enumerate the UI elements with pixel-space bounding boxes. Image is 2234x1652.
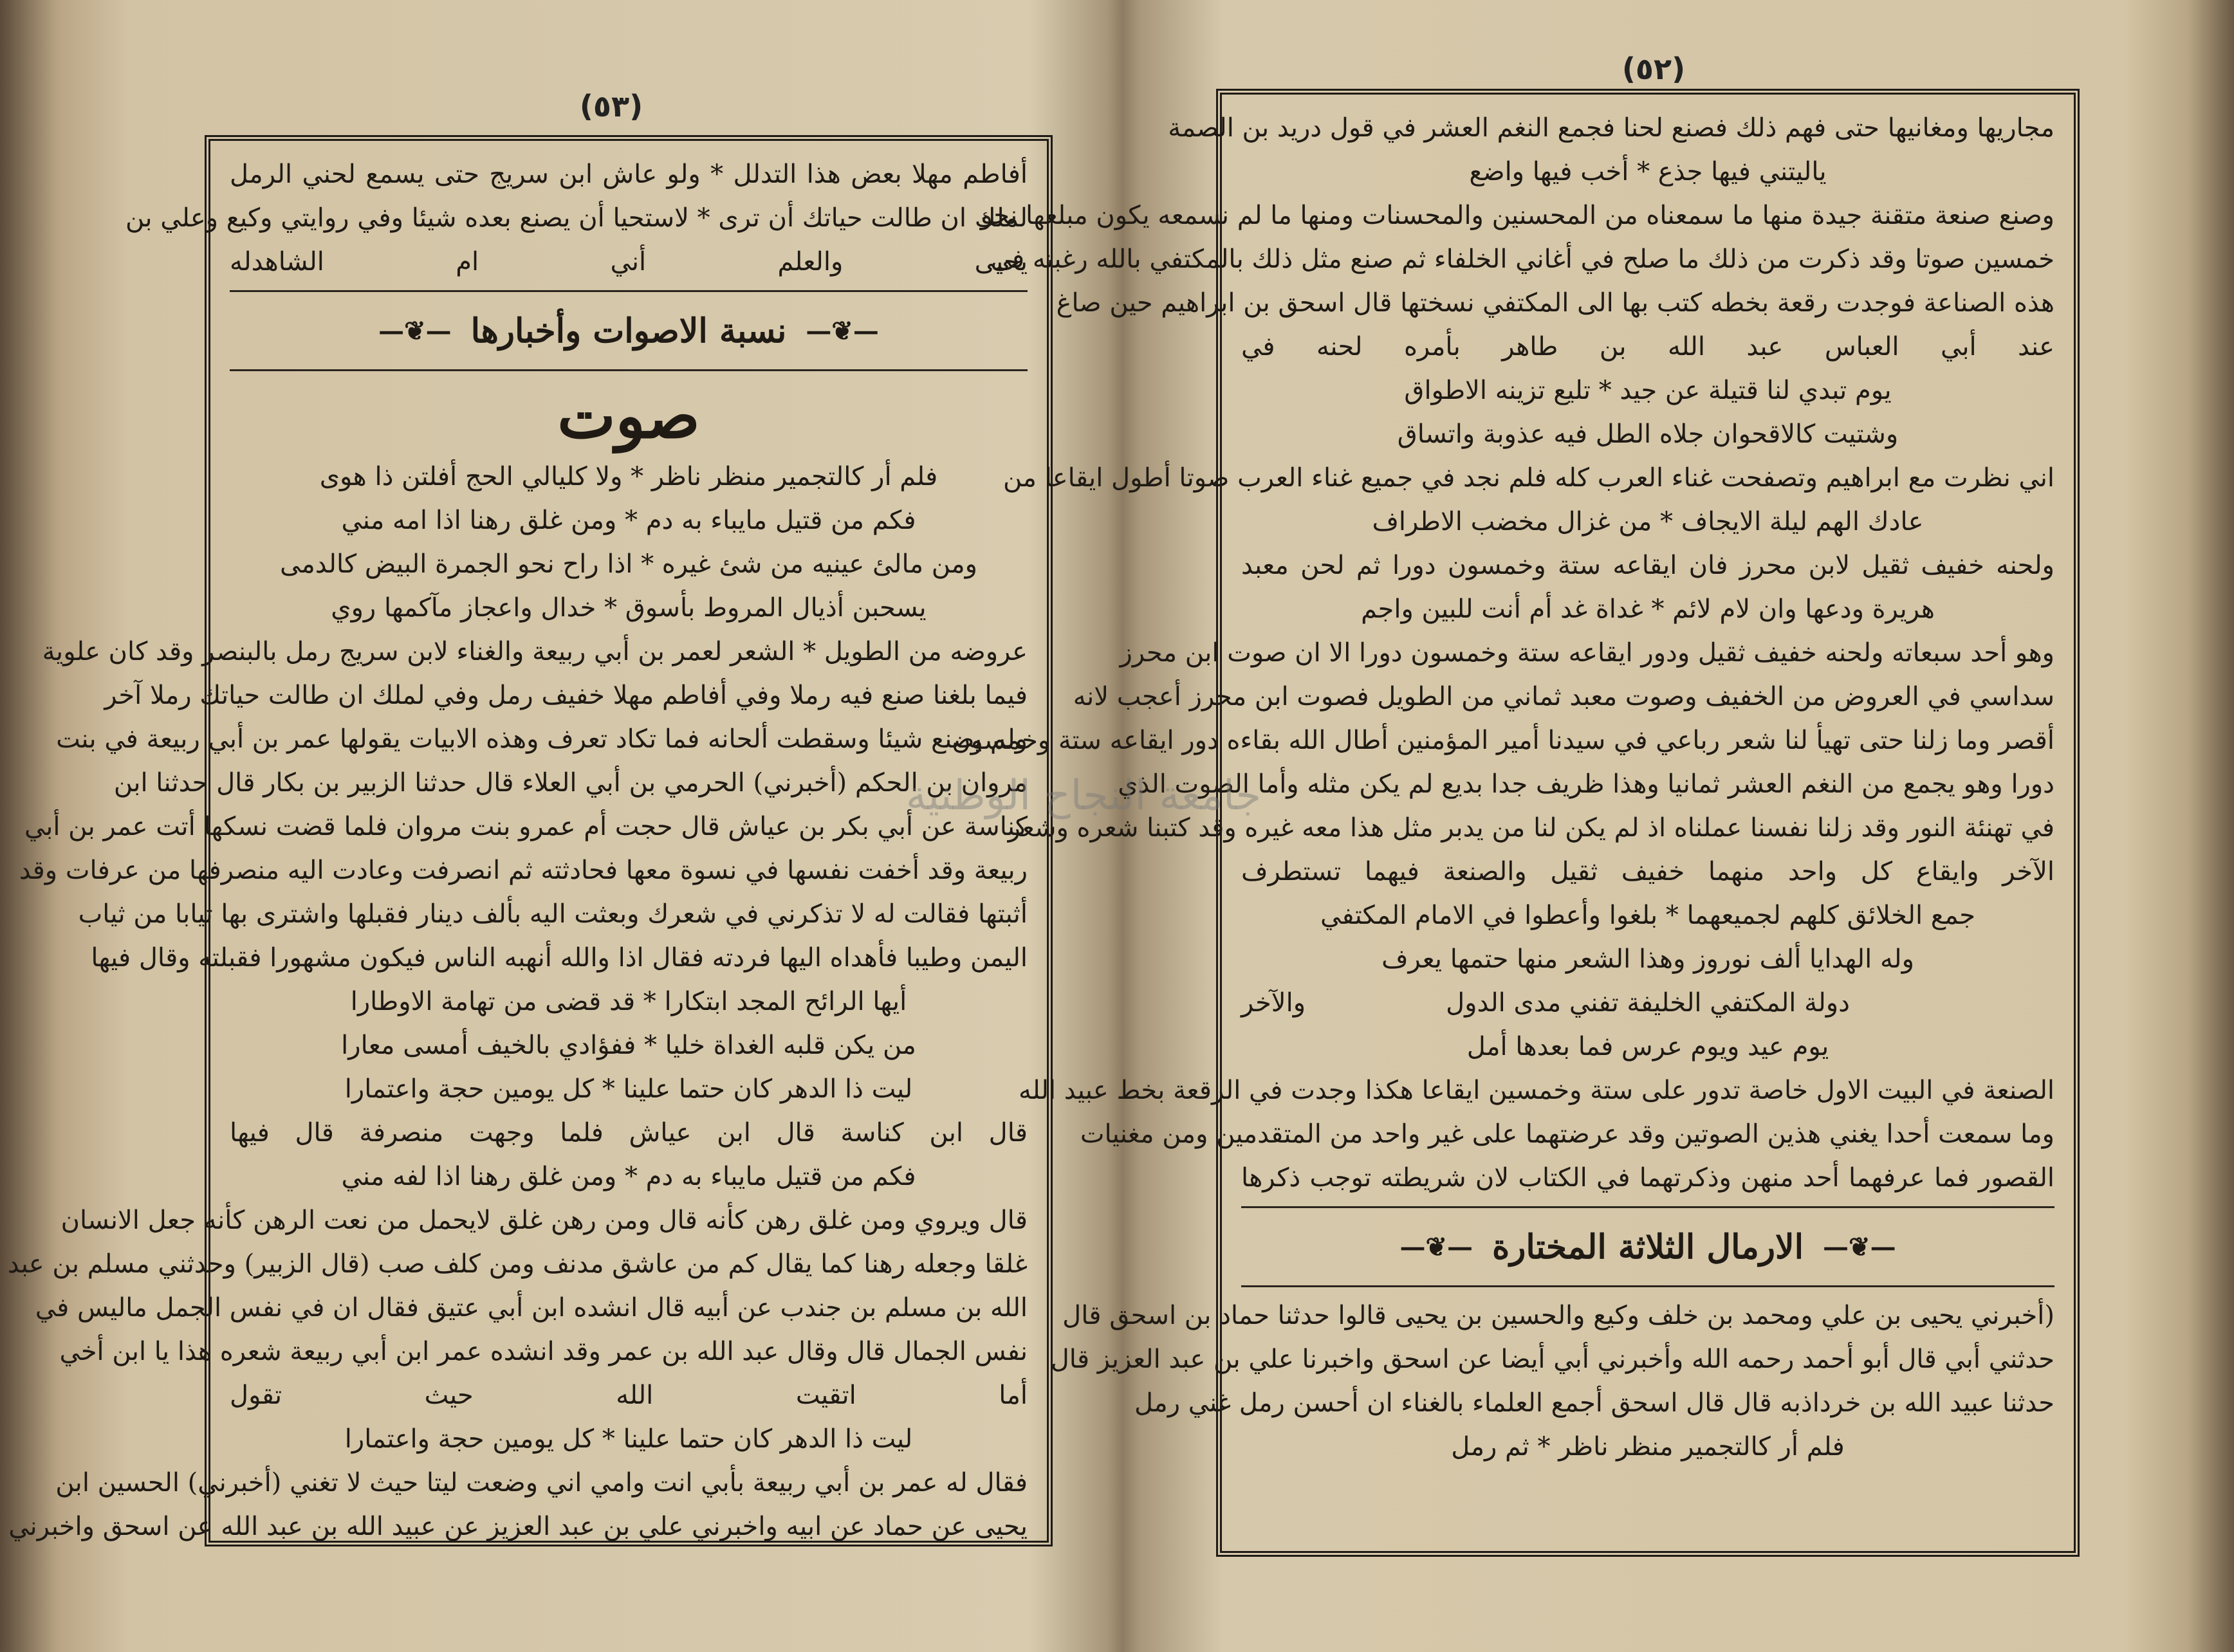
text-line: في تهنئة النور وقد زلنا نفسنا عملناه اذ لم يكن لنا من يدبر مثل هذا معه غيره وقد كتبنا شعره وشعر bbox=[1008, 813, 2054, 843]
left-page-number: (٥٣) bbox=[579, 89, 643, 124]
text-line: وصنع صنعة متقنة جيدة منها ما سمعناه من المحسنين والمحسنات ومنها ما لم نسمعه يكون مبلغها نحو bbox=[980, 201, 2054, 230]
text-line: حدثني أبي قال أبو أحمد رحمه الله وأخبرني أبي أيضا عن اسحق واخبرنا علي بن عبد العزيز قال bbox=[1050, 1345, 2054, 1374]
text-line: سداسي في العروض من الخفيف وصوت معبد ثماني من الطويل فصوت ابن محرز أعجب لانه bbox=[1073, 682, 2054, 711]
heading-text: نسبة الاصوات وأخبارها bbox=[470, 311, 787, 351]
text-line: غلقا وجعله رهنا كما يقال كم من عاشق مدنف ومن كلف صب (قال الزبير) وحدثني مسلم بن عبد bbox=[7, 1249, 1028, 1279]
text-line: أفاطم مهلا بعض هذا التدلل * ولو عاش ابن سريج حتى يسمع لحني الرمل bbox=[230, 160, 1028, 189]
section-heading bbox=[230, 290, 1028, 371]
text-line: دورا وهو يجمع من النغم العشر ثمانيا وهذا ظريف جدا بديع لم يكن مثله وأما الصوت الذي bbox=[1118, 769, 2054, 799]
text-line: مروان بن الحكم (أخبرني) الحرمي بن أبي العلاء قال حدثنا الزبير بن بكار قال حدثنا ابن bbox=[113, 768, 1028, 798]
text-line: لملك ان طالت حياتك أن ترى * لاستحيا أن يصنع بعده شيئا وفي روايتي وكيع وعلي بن bbox=[125, 203, 1028, 233]
verse-line: ومن مالئ عينيه من شئ غيره * اذا راح نحو الجمرة البيض كالدمى bbox=[280, 549, 977, 579]
text-line: حدثنا عبيد الله بن خرداذبه قال قال اسحق أجمع العلماء بالغناء ان أحسن رمل غني رمل bbox=[1134, 1388, 2054, 1418]
section-heading bbox=[1241, 1206, 2054, 1287]
text-line: عند أبي العباس عبد الله بن طاهر بأمره لحنه في bbox=[1241, 332, 2054, 362]
left-page-frame bbox=[7, 135, 1053, 1546]
text-line: كناسة عن أبي بكر بن عياش قال حجت أم عمرو بنت مروان فلما قضت نسكها أتت عمر بن أبي bbox=[24, 812, 1028, 841]
verse-line: فكم من قتيل مايباء به دم * ومن غلق رهنا اذا امه مني bbox=[341, 506, 916, 535]
text-line: أثبتها فقالت له لا تذكرني في شعرك وبعثت اليه بألف دينار فقبلها واشترى بها ثيابا من ثياب bbox=[78, 899, 1028, 929]
text-line: ولحنه خفيف ثقيل لابن محرز فان ايقاعه ستة وخمسون دورا ثم لحن معبد bbox=[1241, 551, 2054, 580]
verse-line: فلم أر كالتجمير منظر ناظر * ولا كليالي الحج أفلتن ذا هوى bbox=[319, 462, 938, 491]
text-line: هذه الصناعة فوجدت رقعة بخطه كتب بها الى المكتفي نسختها قال اسحق بن ابراهيم حين صاغ bbox=[1056, 288, 2054, 318]
text-line: قال ابن كناسة قال ابن عياش فلما وجهت منصرفة قال فيها bbox=[230, 1118, 1028, 1148]
verse-line: عادك الهم ليلة الايجاف * من غزال مخضب الاطراف bbox=[1372, 507, 1924, 537]
sawt-title: صوت bbox=[557, 380, 700, 452]
text-line: فقال له عمر بن أبي ربيعة بأبي انت وامي اني وضعت ليتا حيث لا تغني (أخبرني) الحسين ابن bbox=[55, 1468, 1028, 1498]
watermark-text: جامعة النجاح الوطنية bbox=[905, 772, 1261, 820]
heading-ornament-icon: —❦— bbox=[1823, 1231, 1896, 1262]
verse-line: هريرة ودعها وان لام لائم * غداة غد أم أنت للبين واجم bbox=[1361, 594, 1935, 624]
text-line: وهو أحد سبعاته ولحنه خفيف ثقيل ودور ايقاعه ستة وخمسون دورا الا ان صوت ابن محرز bbox=[1120, 638, 2054, 668]
text-line: نفس الجمال قال وقال عبد الله بن عمر وقد انشده عمر ابن أبي ربيعة شعره هذا يا ابن أخي bbox=[59, 1337, 1028, 1366]
text-line: مجاريها ومغانيها حتى فهم ذلك فصنع لحنا فجمع النغم العشر في قول دريد بن الصمة bbox=[1168, 113, 2054, 143]
text-line: يحيى عن حماد عن ابيه واخبرني علي بن عبد العزيز عن عبيد الله بن عبد الله عن اسحق واخبرني bbox=[8, 1512, 1028, 1541]
verse-line: يسحبن أذيال المروط بأسوق * خدال واعجاز مآكمها روي bbox=[331, 593, 927, 623]
verse-line: وشتيت كالاقحوان جلاه الطل فيه عذوبة واتساق bbox=[1397, 419, 1899, 449]
text-line: اليمن وطيبا فأهداه اليها فردته فقال اذا والله أنهبه الناس فيكون مشهورا فقبلته وقال فيها bbox=[91, 943, 1028, 973]
heading-ornament-icon: —❦— bbox=[378, 315, 452, 346]
text-line: (أخبرني يحيى بن علي ومحمد بن خلف وكيع والحسين بن يحيى قالوا حدثنا حماد بن اسحق قال bbox=[1062, 1301, 2054, 1330]
verse-line: جمع الخلائق كلهم لجميعهما * بلغوا وأعطوا في الامام المكتفي bbox=[1320, 901, 1975, 930]
text-line: فيما بلغنا صنع فيه رملا وفي أفاطم مهلا خفيف رمل وفي لملك ان طالت حياتك رملا آخر bbox=[104, 681, 1028, 710]
text-line: قال ويروي ومن غلق رهن كأنه قال ومن رهن غلق لايحمل من نعت الرهن كأنه جعل الانسان bbox=[60, 1206, 1028, 1235]
text-line: ربيعة وقد أخفت نفسها في نسوة معها فحادثته ثم انصرفت وعادت اليه منصرفها من عرفات وقد bbox=[19, 856, 1028, 885]
text-line: القصور فما عرفهما أحد منهن وذكرتهما في الكتاب لان شريطته توجب ذكرها bbox=[1241, 1163, 2054, 1193]
verse-line: ياليتني فيها جذع * أخب فيها واضع bbox=[1469, 157, 1827, 187]
heading-text: الارمال الثلاثة المختارة bbox=[1491, 1227, 1804, 1267]
verse-line: وله الهدايا ألف نوروز وهذا الشعر منها حتمها يعرف bbox=[1381, 944, 1914, 974]
text-line: وما سمعت أحدا يغني هذين الصوتين وقد عرضتهما على غير واحد من المتقدمين ومن مغنيات bbox=[1080, 1119, 2054, 1149]
right-page-number: (٥٢) bbox=[1621, 51, 1686, 86]
verse-line: من يكن قلبه الغداة خليا * ففؤادي بالخيف أمسى معارا bbox=[341, 1031, 916, 1060]
heading-ornament-icon: —❦— bbox=[1399, 1231, 1473, 1262]
verse-line: يوم تبدي لنا قتيلة عن جيد * تليع تزينه الاطواق bbox=[1404, 376, 1892, 405]
text-line: عروضه من الطويل * الشعر لعمر بن أبي ربيعة والغناء لابن سريج رمل بالبنصر وقد كان علوية bbox=[42, 637, 1028, 666]
left-page-text bbox=[7, 152, 1028, 1541]
verse-line: يوم عيد ويوم عرس فما بعدها أمل bbox=[1466, 1032, 1829, 1061]
verse-line: ليت ذا الدهر كان حتما علينا * كل يومين حجة واعتمارا bbox=[344, 1424, 913, 1454]
verse-line: فكم من قتيل مايباء به دم * ومن غلق رهنا اذا لفه مني bbox=[341, 1162, 916, 1191]
text-line: ولم يصنع شيئا وسقطت ألحانه فما تكاد تعرف وهذه الابيات يقولها عمر بن أبي ربيعة في بنت bbox=[56, 724, 1028, 754]
verse-line: دولة المكتفي الخليفة تفني مدى الدول bbox=[1446, 988, 1850, 1018]
text-line: خمسين صوتا وقد ذكرت من ذلك ما صلح في أغاني الخلفاء ثم صنع مثل ذلك بالمكتفي بالله رغبته في bbox=[990, 244, 2054, 274]
text-line: الآخر وايقاع كل واحد منهما خفيف ثقيل والصنعة فيهما تستطرف bbox=[1241, 857, 2054, 886]
heading-ornament-icon: —❦— bbox=[806, 315, 879, 346]
right-page-text: مجاريها ومغانيها حتى فهم ذلك فصنع لحنا فجمع النغم العشر في قول دريد بن الصمة ياليتني فيها جذع * أخب فيها واضع وصنع صنعة متقنة جيدة منها ما سمعناه من المحسنين والمحسنات ومنها ما لم نسمعه يكون مبلغها نحو خمسين صوتا وقد ذكرت من ذلك ما صلح في أغاني الخلفاء ثم صنع مثل ذلك بالمكتفي بالله رغبته في هذه الصناعة فوجدت رقعة بخطه كتب بها الى المكتفي نسختها قال اسحق بن ابراهيم حين صاغ عند أبي العباس عبد الله بن طاهر بأمره لحنه في يوم تبدي لنا قتيلة عن جيد * تليع تزينه الاطواق وشتيت كالاقحوان جلاه الطل فيه عذوبة واتساق اني نظرت مع ابراهيم وتصفحت غناء العرب كله فلم نجد في جميع غناء العرب صوتا أطول ايقاعا من عادك الهم ليلة الايجاف * من غزال مخضب الاطراف ولحنه خفيف ثقيل لابن محرز فان ايقاعه ستة وخمسون دورا ثم لحن معبد هريرة ودعها وان لام لائم * غداة غد أم أنت للبين واجم وهو أحد سبعاته ولحنه خفيف ثقيل ودور ايقاعه ستة وخمسون دورا الا ان صوت ابن محرز سداسي في العروض من الخفيف وصوت معبد ثماني من الطويل فصوت ابن محرز أعجب لانه أقصر وما زلنا حتى تهيأ لنا شعر رباعي في سيدنا أمير المؤمنين أطال الله بقاءه دور ايقاعه ستة وخمسون دورا وهو يجمع من النغم العشر ثمانيا وهذا ظريف جدا بديع لم يكن مثله وأما الصوت الذي في تهنئة النور وقد زلنا نفسنا عملناه اذ لم يكن لنا من يدبر مثل هذا معه غيره وقد كتبنا شعره وشعر الآخر وايقاع كل واحد منهما خفيف ثقيل والصنعة فيهما تستطرف جمع الخلائق كلهم لجميعهما * بلغوا وأعطوا في الامام المكتفي وله الهدايا ألف نوروز وهذا الشعر منها حتمها يعرف والآخر دولة المكتفي الخليفة تفني مدى الدول يوم عيد ويوم عرس فما بعدها أمل الصنعة في البيت الاول خاصة تدور على ستة وخمسين ايقاعا هكذا وجدت في الرقعة بخط عبيد الله وما سمعت أحدا يغني هذين الصوتين وقد عرضتهما على غير واحد من المتقدمين ومن مغنيات القصور فما عرفهما أحد منهن وذكرتهما في الكتاب لان شريطته توجب ذكرها —❦— الارمال الثلاثة المختارة —❦— (أخبرني يحيى بن علي ومحمد بن خلف وكيع والحسين بن يحيى قالوا حدثنا حماد بن اسحق قال حدثني أبي قال أبو أحمد رحمه الله وأخبرني أبي أيضا عن اسحق واخبرنا علي بن عبد العزيز قال حدثنا عبيد الله بن خرداذبه قال قال اسحق أجمع العلماء بالغناء ان أحسن رمل غني رمل فلم أر كالتجمير منظر ناظر * ثم رمل bbox=[1241, 106, 2054, 1539]
text-line: أما اتقيت الله حيث تقول bbox=[230, 1381, 1028, 1410]
text-line: الله بن مسلم بن جندب عن أبيه قال انشده ابن أبي عتيق فقال ان في نفس الجمل ماليس في bbox=[35, 1293, 1028, 1323]
text-line: أقصر وما زلنا حتى تهيأ لنا شعر رباعي في سيدنا أمير المؤمنين أطال الله بقاءه دور ايقاعه ستة وخمسون bbox=[952, 726, 2054, 755]
verse-line: فلم أر كالتجمير منظر ناظر * ثم رمل bbox=[1451, 1432, 1845, 1462]
verse-line: أيها الرائح المجد ابتكارا * قد قضى من تهامة الاوطارا bbox=[350, 987, 907, 1016]
verse-line: ليت ذا الدهر كان حتما علينا * كل يومين حجة واعتمارا bbox=[344, 1074, 913, 1104]
text-line: اني نظرت مع ابراهيم وتصفحت غناء العرب كله فلم نجد في جميع غناء العرب صوتا أطول ايقاعا من bbox=[1003, 463, 2054, 493]
text-line: يحيى والعلم أني ام الشاهدله bbox=[230, 247, 1028, 277]
text-line: الصنعة في البيت الاول خاصة تدور على ستة وخمسين ايقاعا هكذا وجدت في الرقعة بخط عبيد الله bbox=[1019, 1076, 2054, 1105]
